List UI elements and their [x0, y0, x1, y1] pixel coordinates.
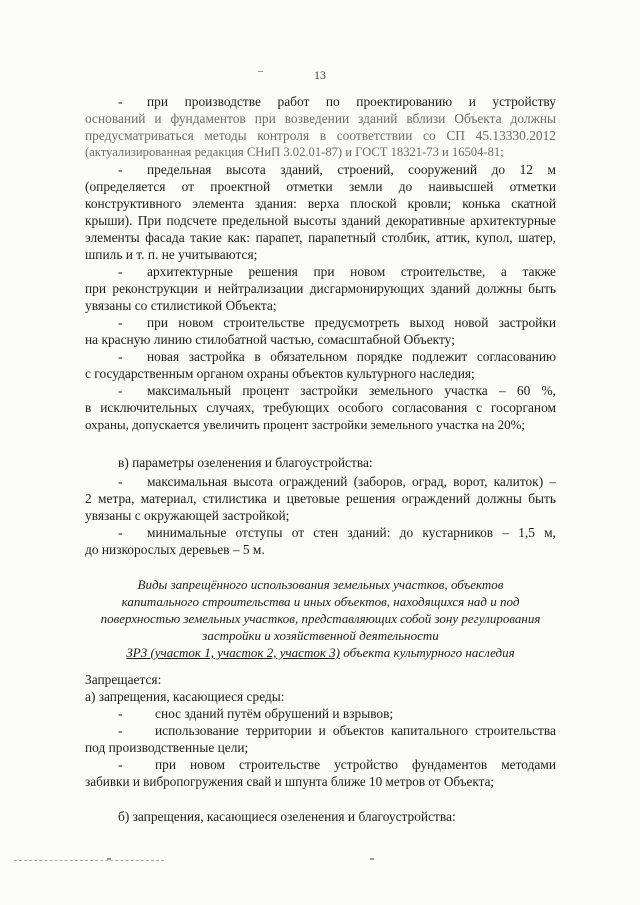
text-line: элементы фасада такие как: парапет, парапетный столбик, аттик, купол, шатер,	[85, 230, 556, 245]
text-line: при новом строительстве предусмотреть выход новой застройки	[147, 315, 556, 330]
text-line: оснований и фундаментов при возведении зданий вблизи Объекта должны	[85, 111, 556, 126]
bullet-dash: -	[118, 264, 123, 279]
text-line: (определяется от проектной отметки земли до наивысшей отметки	[85, 179, 556, 194]
text-line: забивки и вибропогружения свай и шпунта ближе 10 метров от Объекта;	[85, 774, 495, 789]
bullet-dash: -	[118, 757, 123, 772]
text-line: при новом строительстве устройство фундаментов методами	[155, 757, 556, 772]
bullet-dash: -	[118, 349, 123, 364]
text-line: при производстве работ по проектированию и устройству	[147, 94, 556, 109]
heading-line: застройки и хозяйственной деятельности	[202, 628, 439, 643]
bullet-dash: -	[118, 315, 123, 330]
scan-speck	[258, 71, 263, 72]
footer-rule	[14, 860, 164, 861]
text-line: при реконструкции и нейтрализации дисгармонирующих зданий должны быть	[85, 281, 556, 296]
page-number: 13	[314, 68, 326, 82]
text-line: (актуализированная редакция СНиП 3.02.01-87) и ГОСТ 18321-73 и 16504-81;	[85, 145, 504, 159]
text-line: до низкорослых деревьев – 5 м.	[85, 542, 265, 557]
text-line: конструктивного элемента здания: верха плоской кровли; конька скатной	[85, 196, 556, 211]
bullet-dash: -	[118, 474, 123, 489]
bullet-dash: -	[118, 94, 123, 109]
text-line: на красную линию стилобатной частью, сомасштабной Объекту;	[85, 332, 455, 347]
text-line: максимальный процент застройки земельного участка – 60 %,	[147, 383, 556, 398]
text-line: увязаны с окружающей застройкой;	[85, 508, 290, 523]
heading-line: капитального строительства и иных объектов, находящихся над и под	[121, 594, 520, 609]
zone-code: ЗР3 (участок 1, участок 2, участок 3)	[126, 645, 340, 660]
text-line: предельная высота зданий, строений, сооружений до 12 м	[147, 162, 556, 177]
text-line: увязаны со стилистикой Объекта;	[85, 298, 277, 313]
prohibited-label: Запрещается:	[85, 672, 162, 687]
bullet-dash: -	[118, 723, 123, 738]
bullet-dash: -	[118, 383, 123, 398]
bullet-dash: -	[118, 706, 123, 721]
bullet-dash: -	[118, 525, 123, 540]
bullet-dash: -	[118, 162, 123, 177]
text-line: 2 метра, материал, стилистика и цветовые решения ограждений должны быть	[85, 491, 556, 506]
heading-line: Виды запрещённого использования земельных участков, объектов	[137, 577, 504, 592]
text-line: минимальные отступы от стен зданий: до кустарников – 1,5 м,	[147, 525, 556, 540]
heading-line-last	[85, 645, 556, 660]
text-line: под производственные цели;	[85, 740, 249, 755]
heading-tail: объекта культурного наследия	[340, 645, 515, 660]
text-line: в исключительных случаях, требующих особого согласования с госорганом	[85, 400, 556, 415]
text-line: снос зданий путём обрушений и взрывов;	[155, 706, 394, 721]
text-line: максимальная высота ограждений (заборов, оград, ворот, калиток) –	[147, 474, 556, 489]
section-heading-b: б) запрещения, касающиеся озеленения и благоустройства:	[118, 809, 456, 824]
text-line: с государственным органом охраны объектов культурного наследия;	[85, 366, 475, 381]
heading-line: поверхностью земельных участков, представляющих собой зону регулирования	[100, 611, 541, 626]
text-line: крыши). При подсчете предельной высоты зданий декоративные архитектурные	[85, 213, 556, 228]
text-line: новая застройка в обязательном порядке подлежит согласованию	[147, 349, 556, 364]
text-line: шпиль и т. п. не учитываются;	[85, 247, 258, 262]
scan-speck	[370, 858, 374, 860]
section-heading-a: а) запрещения, касающиеся среды:	[85, 689, 285, 704]
text-line: предусматриваться методы контроля в соответствии со СП 45.13330.2012	[85, 128, 556, 143]
text-line: архитектурные решения при новом строительстве, а также	[147, 264, 556, 279]
text-line: использование территории и объектов капитального строительства	[155, 723, 556, 738]
section-heading-v: в) параметры озеленения и благоустройства:	[118, 455, 373, 470]
text-line: охраны, допускается увеличить процент застройки земельного участка на 20%;	[85, 417, 526, 432]
